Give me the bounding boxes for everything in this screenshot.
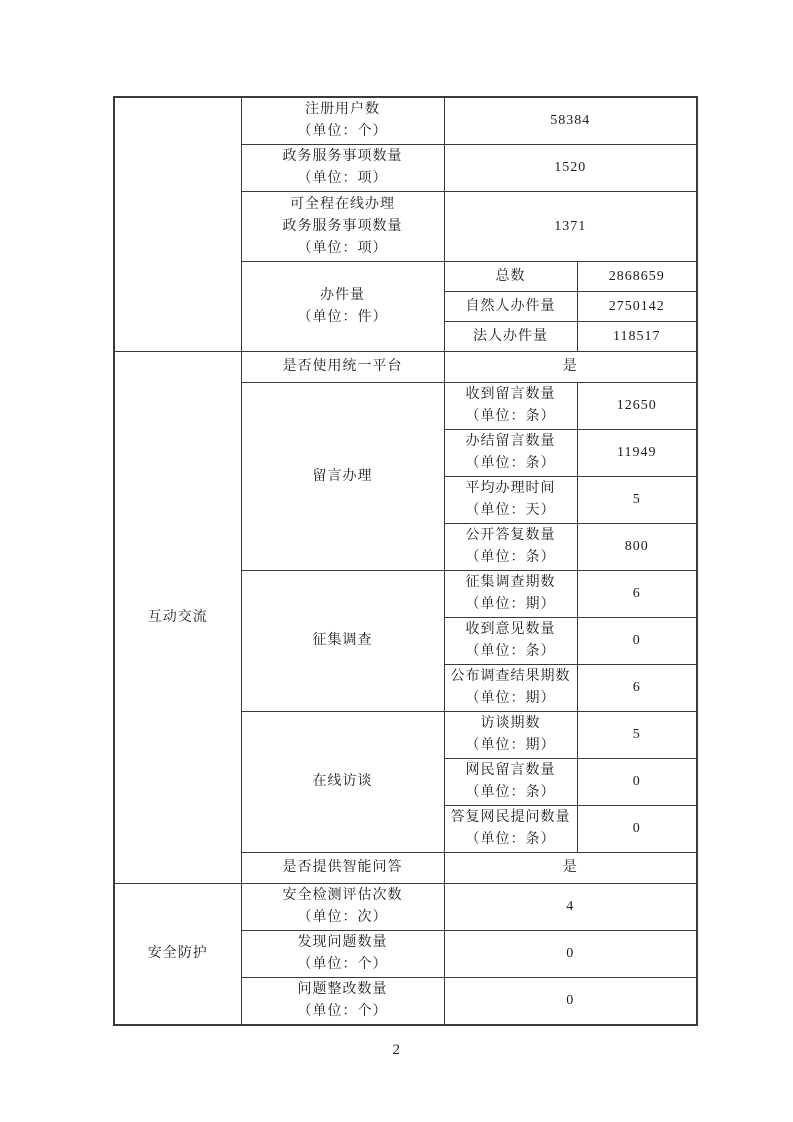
unit-line: （单位：条）: [465, 456, 556, 471]
group-cell-interview: 在线访谈: [241, 712, 444, 853]
unit-line: （单位：个）: [297, 957, 388, 972]
category-cell-security: 安全防护: [114, 884, 241, 1026]
row-value: 4: [444, 884, 697, 931]
label-line: 访谈期数: [480, 716, 541, 731]
label-line: 发现问题数量: [297, 935, 388, 950]
subrow-label: [444, 477, 577, 524]
row-value: 1371: [444, 192, 697, 262]
row-label: [241, 978, 444, 1026]
subrow-value: 11949: [577, 430, 697, 477]
unit-line: （单位：条）: [465, 832, 556, 847]
unit-line: （单位：件）: [297, 309, 388, 325]
unit-line: （单位：项）: [297, 171, 388, 186]
subrow-value: 800: [577, 524, 697, 571]
subrow-value: 118517: [577, 322, 697, 352]
unit-line: （单位：次）: [297, 910, 388, 925]
subrow-label: [444, 759, 577, 806]
subrow-value: 0: [577, 618, 697, 665]
row-label: [241, 931, 444, 978]
report-table: [113, 96, 698, 1026]
unit-line: （单位：条）: [465, 409, 556, 424]
subrow-value: 5: [577, 712, 697, 759]
subrow-value: 0: [577, 806, 697, 853]
unit-line: （单位：条）: [465, 644, 556, 659]
subrow-label: [444, 618, 577, 665]
subrow-value: 6: [577, 665, 697, 712]
label-line: 可全程在线办理: [290, 196, 395, 212]
label-line: 安全检测评估次数: [282, 888, 403, 903]
row-label: 是否提供智能问答: [241, 853, 444, 884]
row-label: [241, 97, 444, 145]
label-line: 收到意见数量: [465, 622, 556, 637]
category-cell-interaction: 互动交流: [114, 352, 241, 884]
row-label: 是否使用统一平台: [241, 352, 444, 383]
label-line: 答复网民提问数量: [450, 810, 571, 825]
label-line: 征集调查期数: [465, 575, 556, 590]
unit-line: （单位：期）: [465, 738, 556, 753]
unit-line: （单位：个）: [297, 1004, 388, 1019]
subrow-label: [444, 665, 577, 712]
row-label: [241, 145, 444, 192]
category-cell-continued: [114, 97, 241, 352]
label-line: 问题整改数量: [297, 982, 388, 997]
row-value: 0: [444, 978, 697, 1026]
subrow-value: 12650: [577, 383, 697, 430]
group-cell-message-handling: 留言办理: [241, 383, 444, 571]
group-cell-volume: [241, 262, 444, 352]
row-value: 是: [444, 352, 697, 383]
label-line: 政务服务事项数量: [282, 218, 403, 234]
label-line: 网民留言数量: [465, 763, 556, 778]
row-label: [241, 192, 444, 262]
row-value: 是: [444, 853, 697, 884]
unit-line: （单位：条）: [465, 550, 556, 565]
label-line: 办件量: [320, 287, 365, 303]
row-value: 0: [444, 931, 697, 978]
subrow-label: [444, 712, 577, 759]
row-value: 1520: [444, 145, 697, 192]
page-number: 2: [392, 1042, 401, 1058]
unit-line: （单位：期）: [465, 597, 556, 612]
unit-line: （单位：期）: [465, 691, 556, 706]
unit-line: （单位：条）: [465, 785, 556, 800]
subrow-label: [444, 571, 577, 618]
unit-line: （单位：天）: [465, 503, 556, 518]
group-cell-survey: 征集调查: [241, 571, 444, 712]
subrow-label: 法人办件量: [444, 322, 577, 352]
label-line: 平均办理时间: [465, 481, 556, 496]
label-line: 办结留言数量: [465, 434, 556, 449]
label-line: 注册用户数: [305, 102, 380, 117]
label-line: 收到留言数量: [465, 387, 556, 402]
unit-line: （单位：个）: [297, 124, 388, 139]
label-line: 政务服务事项数量: [282, 149, 403, 164]
row-value: 58384: [444, 97, 697, 145]
label-line: 公布调查结果期数: [450, 669, 571, 684]
subrow-label: 总数: [444, 262, 577, 292]
subrow-value: 6: [577, 571, 697, 618]
label-line: 公开答复数量: [465, 528, 556, 543]
row-label: [241, 884, 444, 931]
subrow-value: 2868659: [577, 262, 697, 292]
subrow-label: [444, 806, 577, 853]
subrow-value: 5: [577, 477, 697, 524]
subrow-label: 自然人办件量: [444, 292, 577, 322]
subrow-value: 2750142: [577, 292, 697, 322]
subrow-label: [444, 383, 577, 430]
unit-line: （单位：项）: [297, 240, 388, 256]
subrow-value: 0: [577, 759, 697, 806]
subrow-label: [444, 430, 577, 477]
subrow-label: [444, 524, 577, 571]
